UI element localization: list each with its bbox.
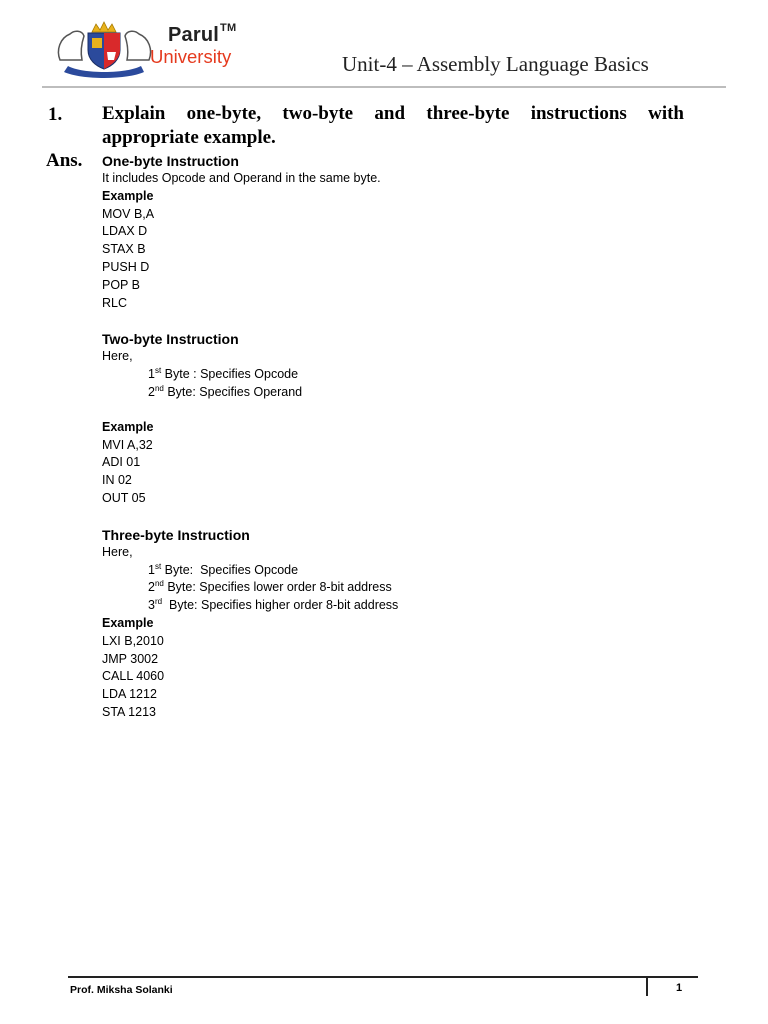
byte-description: 1st Byte : Specifies Opcode xyxy=(148,366,299,382)
header-divider xyxy=(42,86,726,88)
example-line: JMP 3002 xyxy=(102,651,159,666)
example-line: STA 1213 xyxy=(102,704,156,719)
example-line: STAX B xyxy=(102,242,146,257)
page-number: 1 xyxy=(676,982,683,994)
section-heading: Three-byte Instruction xyxy=(102,526,250,543)
section-description: It includes Opcode and Operand in the same byte. xyxy=(102,171,381,185)
university-logo xyxy=(52,20,252,78)
logo-wordmark-university: University xyxy=(150,46,232,67)
example-line: MOV B,A xyxy=(102,206,155,221)
example-line: IN 02 xyxy=(102,473,132,488)
here-label: Here, xyxy=(102,349,133,364)
example-line: LDAX D xyxy=(102,224,148,239)
answer-label: Ans. xyxy=(46,150,83,171)
footer-author: Prof. Miksha Solanki xyxy=(70,984,173,996)
example-line: LXI B,2010 xyxy=(102,633,164,648)
answer-body xyxy=(102,152,702,722)
byte-description: 1st Byte: Specifies Opcode xyxy=(148,561,299,577)
example-label: Example xyxy=(102,188,154,203)
footer-separator xyxy=(646,978,648,996)
footer-divider xyxy=(68,976,698,978)
example-line: LDA 1212 xyxy=(102,687,157,702)
example-line: MVI A,32 xyxy=(102,437,153,452)
crest-emblem-icon xyxy=(52,20,157,78)
page-header xyxy=(0,0,768,90)
question-number: 1. xyxy=(48,104,63,125)
question-text: Explain one-byte, two-byte and three-byte instructions with appropriate example. xyxy=(102,103,684,148)
example-line: RLC xyxy=(102,295,128,310)
section-heading: One-byte Instruction xyxy=(102,153,239,169)
section-heading: Two-byte Instruction xyxy=(102,331,239,348)
example-line: ADI 01 xyxy=(102,455,141,470)
example-label: Example xyxy=(102,615,154,630)
example-line: PUSH D xyxy=(102,259,150,274)
example-label: Example xyxy=(102,419,154,434)
byte-description: 2nd Byte: Specifies Operand xyxy=(148,383,303,399)
here-label: Here, xyxy=(102,544,133,559)
unit-title: Unit-4 – Assembly Language Basics xyxy=(342,52,649,76)
logo-wordmark-parul: Parul™ xyxy=(168,22,237,46)
example-line: CALL 4060 xyxy=(102,669,165,684)
example-line: POP B xyxy=(102,277,140,292)
byte-description: 3rd Byte: Specifies higher order 8-bit address xyxy=(148,596,399,613)
example-line: OUT 05 xyxy=(102,490,146,505)
byte-description: 2nd Byte: Specifies lower order 8-bit address xyxy=(148,579,392,595)
